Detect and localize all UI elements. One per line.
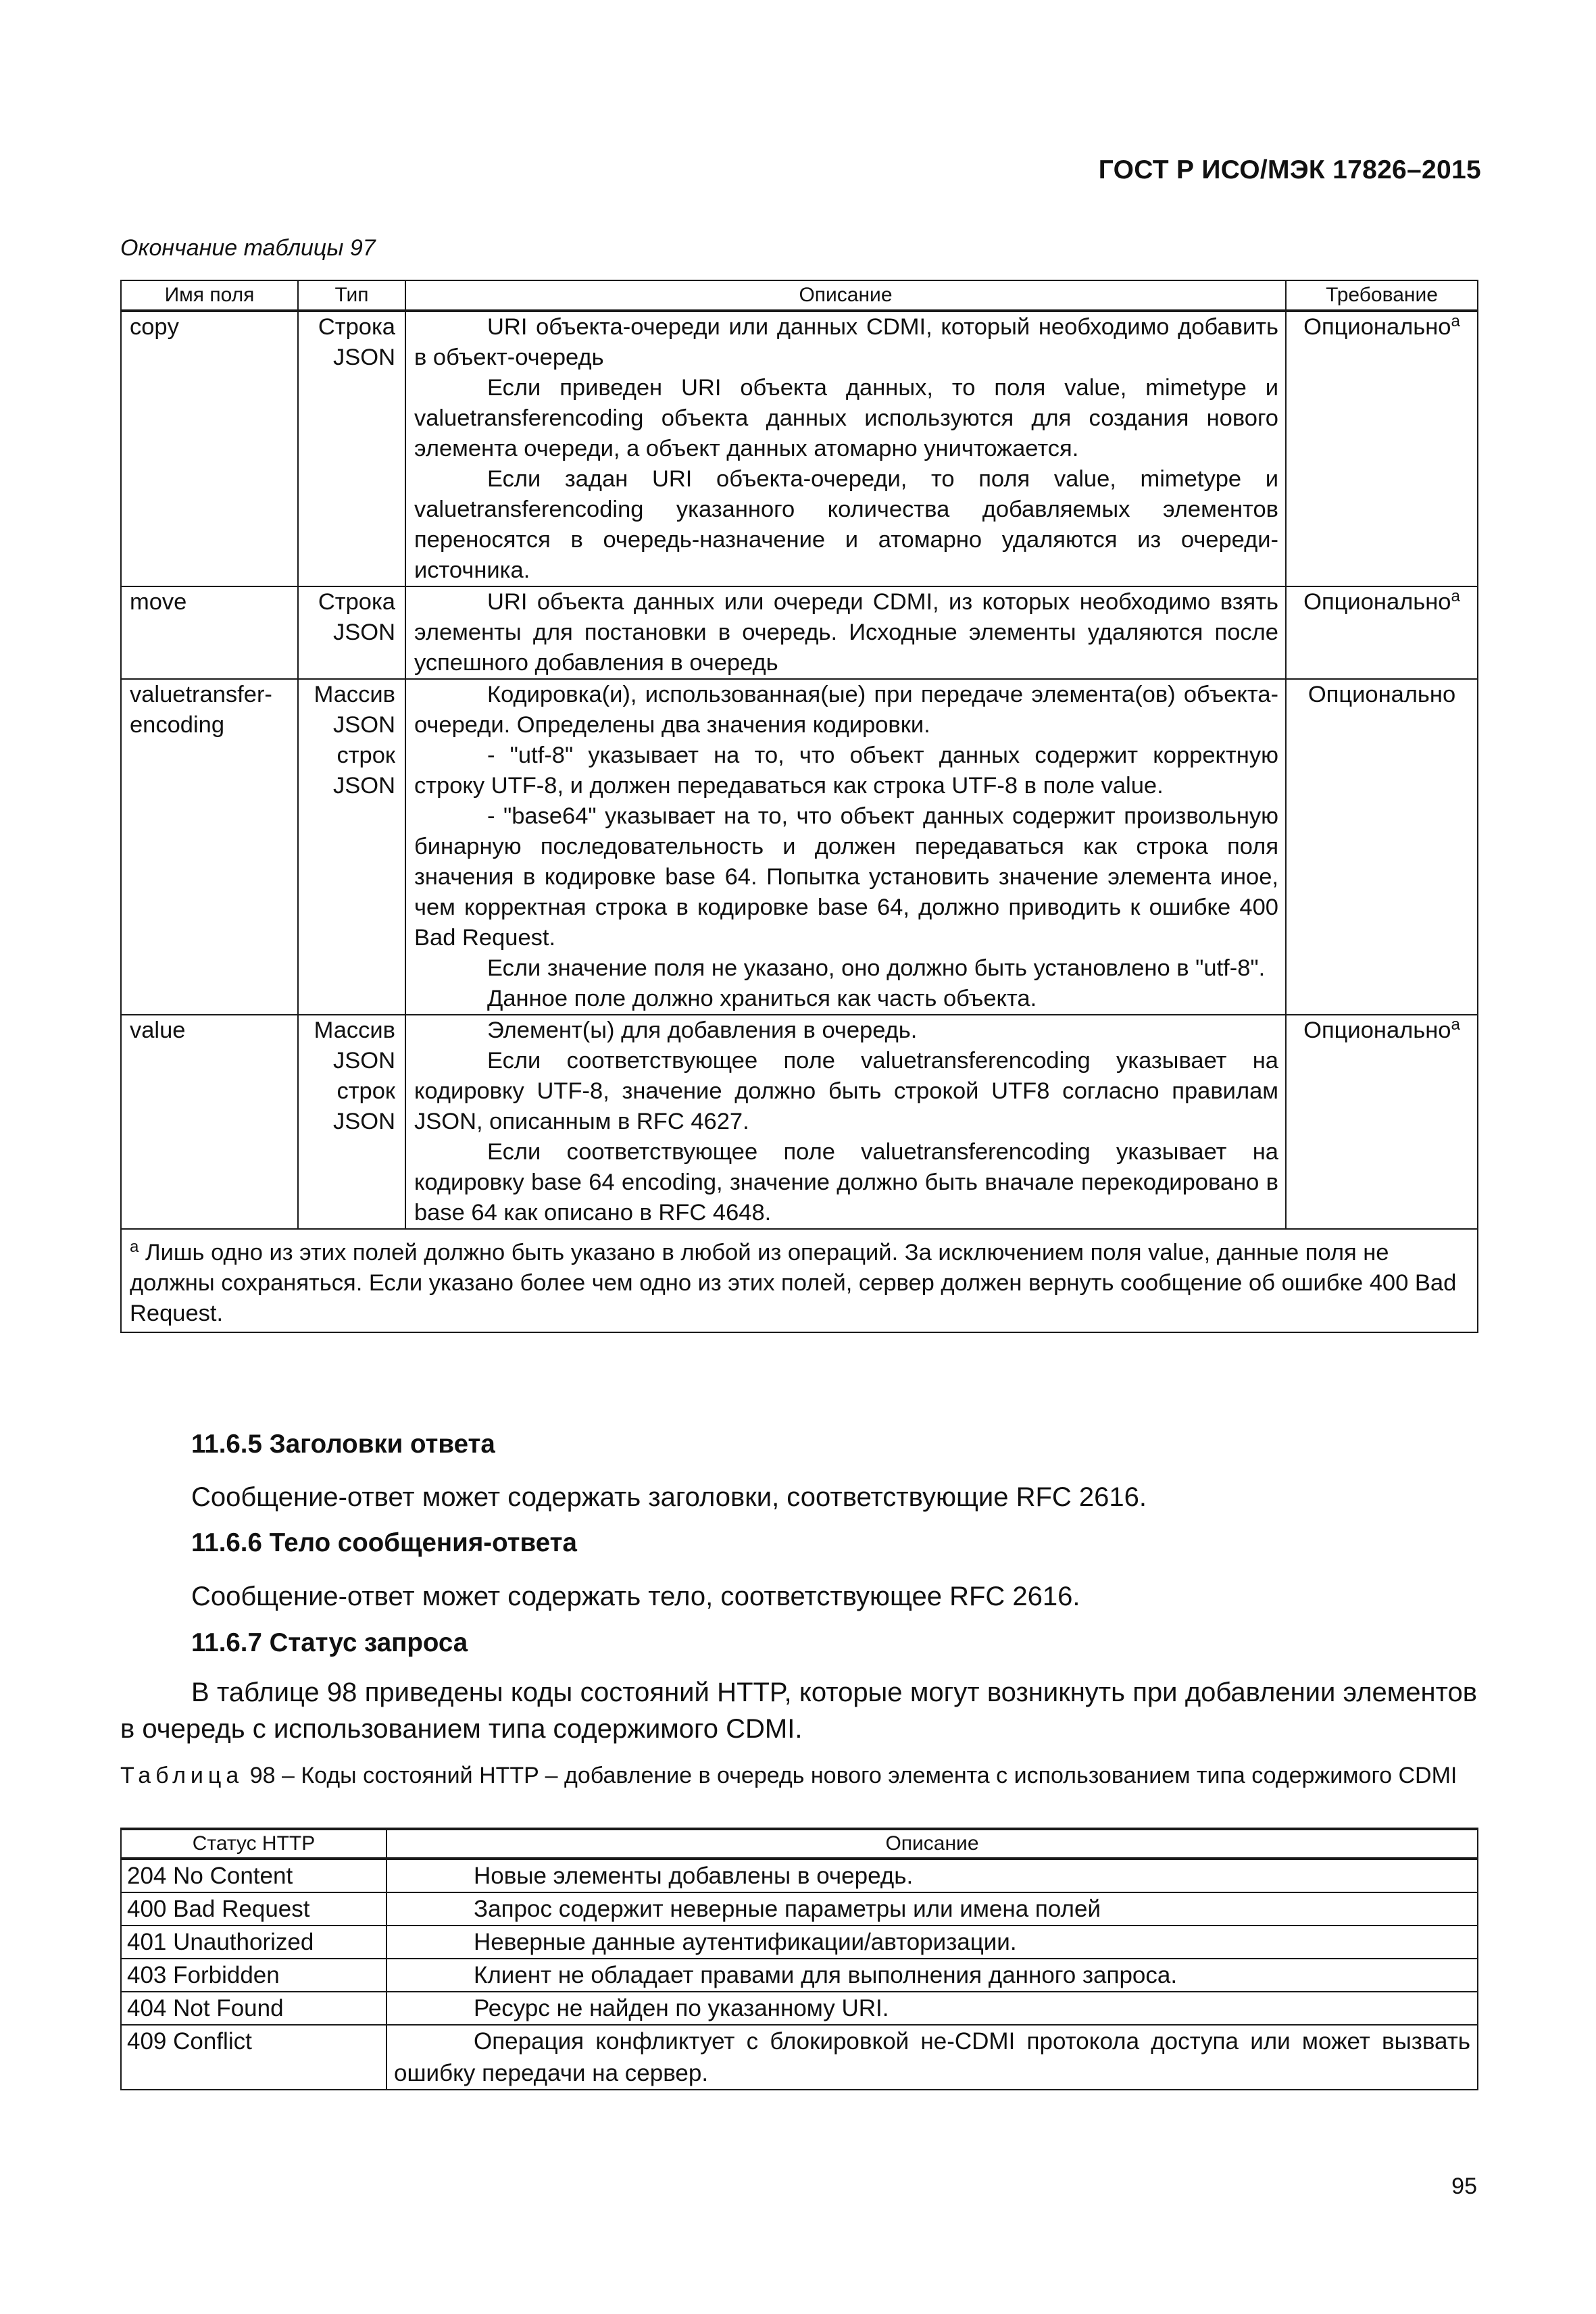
description-paragraph: Кодировка(и), использованная(ые) при передаче элемента(ов) объекта-очереди. Определены два значения кодировки. <box>414 682 1278 738</box>
table-row <box>121 1892 1478 1926</box>
footnote-ref: a <box>1451 587 1460 605</box>
footnote-ref: a <box>1451 312 1460 330</box>
field-name-cell <box>121 311 298 586</box>
description-paragraph: Если значение поля не указано, оно должно быть установлено в "utf-8". <box>487 955 1266 981</box>
status-code: 404 Not Found <box>121 1992 386 2025</box>
table-row <box>121 1992 1478 2025</box>
status-code: 401 Unauthorized <box>121 1926 386 1959</box>
standard-header: ГОСТ Р ИСО/МЭК 17826–2015 <box>1098 155 1481 184</box>
type-line: строк <box>336 1078 395 1104</box>
fields-table <box>120 280 1478 1333</box>
table-row <box>121 311 1478 586</box>
requirement-text: Опционально <box>1303 589 1451 615</box>
field-type-cell <box>298 1015 405 1229</box>
section-paragraph: Сообщение-ответ может содержать заголовки, соответствующие RFC 2616. <box>191 1482 1147 1512</box>
field-requirement-cell <box>1286 311 1478 586</box>
table-caption <box>120 1761 1477 1791</box>
status-description-cell <box>386 1992 1478 2025</box>
col-header-description: Описание <box>405 280 1286 311</box>
description-paragraph: Если приведен URI объекта данных, то поля value, mimetype и valuetransferencoding объекта данных используются для создания нового элемента очереди, а объект данных атомарно уничтожается. <box>414 375 1278 461</box>
field-description-cell <box>405 311 1286 586</box>
table-continuation-label: Окончание таблицы 97 <box>120 235 376 261</box>
field-name-cell <box>121 586 298 679</box>
status-description-cell <box>386 1892 1478 1926</box>
requirement-text: Опционально <box>1307 682 1456 707</box>
status-description: Запрос содержит неверные параметры или имена полей <box>474 1896 1101 1922</box>
table-header-row <box>121 1829 1478 1859</box>
section-heading: 11.6.7 Статус запроса <box>191 1628 468 1657</box>
field-name: valuetransfer- <box>130 682 272 707</box>
status-code: 204 No Content <box>121 1859 386 1892</box>
status-code: 400 Bad Request <box>121 1892 386 1926</box>
type-line: Массив <box>314 682 395 707</box>
col-header-field-name: Имя поля <box>121 280 298 311</box>
status-codes-table <box>120 1828 1478 2090</box>
status-description: Ресурс не найден по указанному URI. <box>474 1995 889 2021</box>
description-paragraph: URI объекта-очереди или данных CDMI, который необходимо добавить в объект-очередь <box>414 314 1278 370</box>
description-paragraph: Данное поле должно храниться как часть объекта. <box>487 986 1037 1011</box>
field-description-cell <box>405 586 1286 679</box>
field-type-cell <box>298 586 405 679</box>
description-paragraph: - "utf-8" указывает на то, что объект данных содержит корректную строку UTF-8, и должен передаваться как строка UTF-8 в поле value. <box>414 743 1278 799</box>
description-paragraph: Если соответствующее поле valuetransferencoding указывает на кодировку base 64 encoding, значение должно быть вначале перекодировано в base 64 как описано в RFC 4648. <box>414 1139 1278 1226</box>
section-paragraph: В таблице 98 приведены коды состояний HTTP, которые могут возникнуть при добавлении элементов в очередь с использованием типа содержимого CDMI. <box>120 1678 1477 1744</box>
field-description-cell <box>405 679 1286 1015</box>
type-line: Строка <box>318 314 395 340</box>
col-header-type: Тип <box>298 280 405 311</box>
table-row <box>121 2025 1478 2090</box>
status-code: 409 Conflict <box>121 2025 386 2090</box>
status-description-cell <box>386 1926 1478 1959</box>
status-description: Новые элементы добавлены в очередь. <box>474 1863 914 1889</box>
requirement-text: Опционально <box>1303 314 1451 340</box>
field-name: value <box>130 1017 186 1043</box>
table-caption-text: 98 – Коды состояний HTTP – добавление в очередь нового элемента с использованием типа содержимого CDMI <box>243 1763 1457 1788</box>
field-requirement-cell <box>1286 586 1478 679</box>
col-header-description: Описание <box>386 1829 1478 1859</box>
field-name-cell <box>121 1015 298 1229</box>
type-line: JSON <box>332 345 395 370</box>
table-row <box>121 1959 1478 1992</box>
status-description-cell <box>386 2025 1478 2090</box>
field-description-cell <box>405 1015 1286 1229</box>
field-name: copy <box>130 314 179 340</box>
type-line: Строка <box>318 589 395 615</box>
type-line: JSON <box>332 1048 395 1074</box>
section-heading: 11.6.6 Тело сообщения-ответа <box>191 1528 577 1557</box>
section-heading: 11.6.5 Заголовки ответа <box>191 1430 495 1459</box>
type-line: Массив <box>314 1017 395 1043</box>
col-header-http-status: Статус HTTP <box>121 1829 386 1859</box>
table-caption-label: Таблица <box>120 1763 244 1788</box>
footnote-ref: a <box>1451 1015 1460 1034</box>
requirement-text: Опционально <box>1303 1017 1451 1043</box>
footnote-mark: a <box>130 1238 139 1256</box>
type-line: JSON <box>332 1109 395 1134</box>
field-type-cell <box>298 311 405 586</box>
description-paragraph: Если соответствующее поле valuetransferencoding указывает на кодировку UTF-8, значение должно быть строкой UTF8 согласно правилам JSON, описанным в RFC 4627. <box>414 1048 1278 1134</box>
table-row <box>121 1015 1478 1229</box>
field-requirement-cell <box>1286 1015 1478 1229</box>
description-paragraph: Элемент(ы) для добавления в очередь. <box>487 1017 918 1043</box>
section-paragraph: Сообщение-ответ может содержать тело, соответствующее RFC 2616. <box>191 1582 1080 1611</box>
field-name-cell <box>121 679 298 1015</box>
footnote-text: Лишь одно из этих полей должно быть указано в любой из операций. За исключением поля value, данные поля не должны сохраняться. Если указано более чем одно из этих полей, сервер должен вернуть сообщение об ошибке 400 Bad Request. <box>130 1240 1457 1326</box>
table-row <box>121 1859 1478 1892</box>
description-paragraph: Если задан URI объекта-очереди, то поля value, mimetype и valuetransferencoding указанного количества добавляемых элементов переносятся в очередь-назначение и атомарно удаляются из очереди-источника. <box>414 466 1278 583</box>
table-row <box>121 679 1478 1015</box>
table-header-row <box>121 280 1478 311</box>
status-description: Клиент не обладает правами для выполнения данного запроса. <box>474 1962 1178 1988</box>
page-number: 95 <box>1451 2173 1477 2199</box>
status-description-cell <box>386 1959 1478 1992</box>
type-line: JSON <box>332 773 395 799</box>
description-paragraph: - "base64" указывает на то, что объект данных содержит произвольную бинарную последовательность и должен передаваться как строка поля значения в кодировке base 64. Попытка установить значение элемента иное, чем корректная строка в кодировке base 64, должно приводить к ошибке 400 Bad Request. <box>414 803 1278 951</box>
description-paragraph: URI объекта данных или очереди CDMI, из которых необходимо взять элементы для постановки в очередь. Исходные элементы удаляются после успешного добавления в очередь <box>414 589 1278 676</box>
status-code: 403 Forbidden <box>121 1959 386 1992</box>
table-footnote <box>121 1229 1478 1332</box>
table-footnote-row <box>121 1229 1478 1332</box>
field-name: move <box>130 589 187 615</box>
table-row <box>121 586 1478 679</box>
field-name: encoding <box>130 712 225 738</box>
field-requirement-cell <box>1286 679 1478 1015</box>
type-line: JSON <box>332 620 395 645</box>
field-type-cell <box>298 679 405 1015</box>
status-description-cell <box>386 1859 1478 1892</box>
status-description: Операция конфликтует с блокировкой не-CDMI протокола доступа или может вызвать ошибку передачи на сервер. <box>394 2028 1470 2086</box>
type-line: строк <box>336 743 395 768</box>
col-header-requirement: Требование <box>1286 280 1478 311</box>
type-line: JSON <box>332 712 395 738</box>
table-row <box>121 1926 1478 1959</box>
status-description: Неверные данные аутентификации/авторизации. <box>474 1929 1017 1955</box>
